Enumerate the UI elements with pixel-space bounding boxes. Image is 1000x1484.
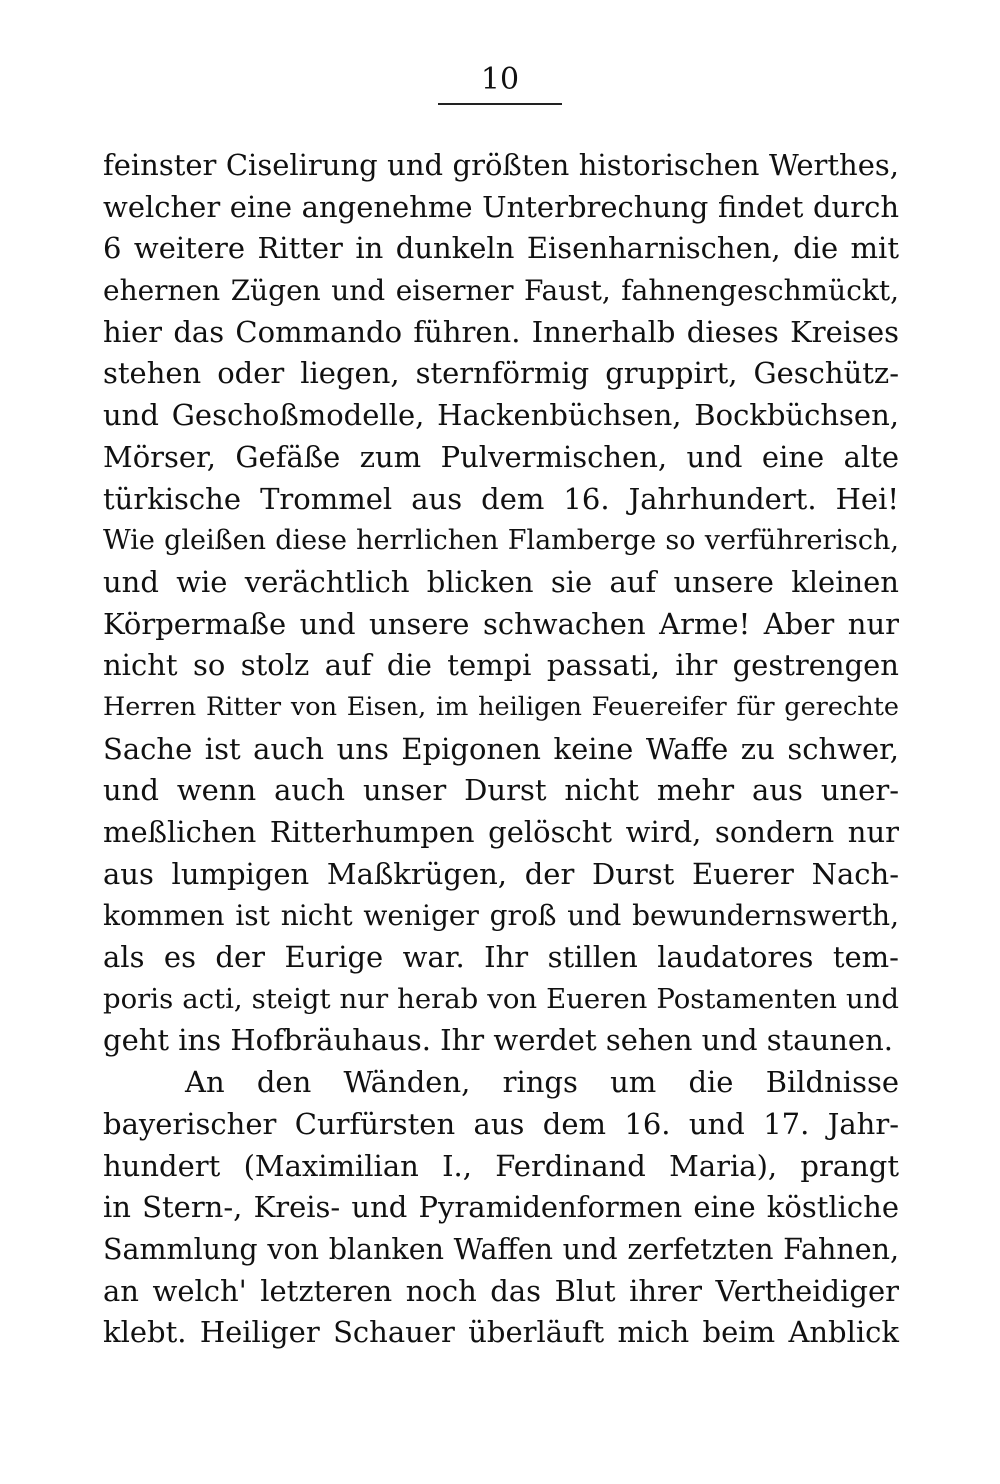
text-line: aus lumpigen Maßkrügen, der Durst Euerer Nach- <box>103 856 899 891</box>
text-line: in Stern-, Kreis- und Pyramidenformen eine köstliche <box>103 1190 899 1225</box>
text-line: Herren Ritter von Eisen, im heiligen Feuereifer für gerechte <box>103 691 899 722</box>
text-line: hundert (Maximilian I., Ferdinand Maria), prangt <box>103 1148 899 1183</box>
text-line: kommen ist nicht weniger groß und bewundernswerth, <box>103 899 899 933</box>
text-line: hier das Commando führen. Innerhalb dieses Kreises <box>103 314 899 349</box>
text-line: und Geschoßmodelle, Hackenbüchsen, Bockbüchsen, <box>103 398 899 433</box>
text-line: stehen oder liegen, sternförmig gruppirt, Geschütz- <box>103 356 899 391</box>
text-line: klebt. Heiliger Schauer überläuft mich beim Anblick <box>103 1315 899 1350</box>
text-line: Mörser, Gefäße zum Pulvermischen, und eine alte <box>103 439 899 474</box>
text-line: ehernen Zügen und eiserner Faust, fahnengeschmückt, <box>103 274 899 308</box>
text-line: An den Wänden, rings um die Bildnisse <box>185 1065 899 1100</box>
header-rule <box>438 103 562 105</box>
text-line: 6 weitere Ritter in dunkeln Eisenharnischen, die mit <box>103 231 899 266</box>
page-number: 10 <box>480 62 520 97</box>
text-line: Sammlung von blanken Waffen und zerfetzten Fahnen, <box>103 1232 899 1266</box>
text-line: bayerischer Curfürsten aus dem 16. und 17. Jahr- <box>103 1106 899 1141</box>
text-line: an welch' letzteren noch das Blut ihrer Vertheidiger <box>103 1273 899 1308</box>
text-line: Wie gleißen diese herrlichen Flamberge so verführerisch, <box>103 525 899 557</box>
text-line: als es der Eurige war. Ihr stillen laudatores tem- <box>103 940 899 975</box>
text-line: und wenn auch unser Durst nicht mehr aus uner- <box>103 773 899 808</box>
text-line: türkische Trommel aus dem 16. Jahrhundert. Hei! <box>103 481 899 516</box>
text-line: Sache ist auch uns Epigonen keine Waffe zu schwer, <box>103 731 899 766</box>
text-line: welcher eine angenehme Unterbrechung findet durch <box>103 189 899 224</box>
text-line: Körpermaße und unsere schwachen Arme! Aber nur <box>103 606 899 641</box>
text-line: und wie verächtlich blicken sie auf unsere kleinen <box>103 564 899 599</box>
body-text <box>103 145 899 1354</box>
text-line: feinster Ciselirung und größten historischen Werthes, <box>103 148 899 182</box>
text-line: geht ins Hofbräuhaus. Ihr werdet sehen und staunen. <box>103 1023 893 1058</box>
text-line: meßlichen Ritterhumpen gelöscht wird, sondern nur <box>103 815 899 849</box>
text-line: poris acti, steigt nur herab von Eueren Postamenten und <box>103 982 899 1015</box>
text-line: nicht so stolz auf die tempi passati, ihr gestrengen <box>103 648 899 683</box>
